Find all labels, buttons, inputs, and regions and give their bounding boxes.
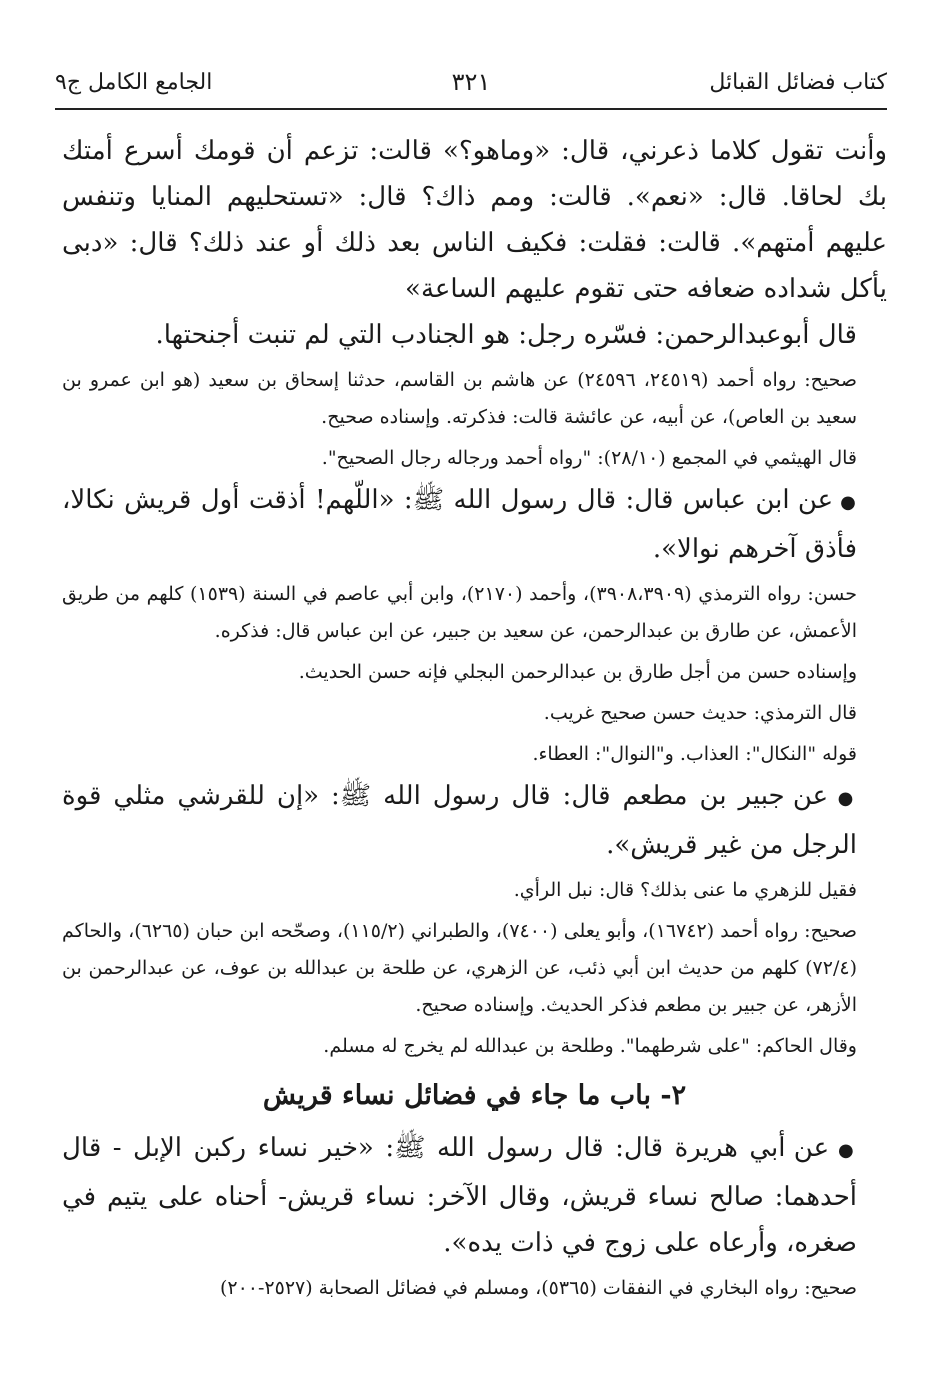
header-book-title: كتاب فضائل القبائل <box>709 69 887 95</box>
header-volume-title: الجامع الكامل ج٩ <box>55 69 213 95</box>
haythami-note: قال الهيثمي في المجمع (٢٨/١٠): "رواه أحمد ورجاله رجال الصحيح". <box>321 447 857 469</box>
grading-note: صحيح: رواه أحمد (٢٤٥١٩، ٢٤٥٩٦) عن هاشم بن القاسم، حدثنا إسحاق بن سعيد (هو ابن عمرو بن سعيد بن العاص)، عن أبيه، عن عائشة قالت: فذكرته. وإسناده صحيح. <box>62 369 857 428</box>
hadith-continuation: وأنت تقول كلاما ذعرني، قال: «وماهو؟» قالت: تزعم أن قومك أسرع أمتك بك لحاقا. قال: «نعم». قالت: ومم ذاك؟ قال: «تستحليهم المنايا وتنفس عليهم أمتهم». قالت: فقلت: فكيف الناس بعد ذلك أو عند ذلك؟ قال: «دبى يأكل شداده ضعافه حتى تقوم عليهم الساعة» <box>62 136 887 304</box>
page-body <box>62 128 887 1307</box>
narrator-comment: قال أبوعبدالرحمن: فسّره رجل: هو الجنادب التي لم تنبت أجنحتها. <box>155 320 857 350</box>
glossary-note: قوله "النكال": العذاب. و"النوال": العطاء. <box>532 743 857 765</box>
chapter-title: ٢- باب ما جاء في فضائل نساء قريش <box>262 1080 687 1111</box>
grading-note: صحيح: رواه البخاري في النفقات (٥٣٦٥)، ومسلم في فضائل الصحابة (٢٥٢٧-٢٠٠) <box>219 1277 857 1299</box>
grading-note: حسن: رواه الترمذي (٣٩٠٨،٣٩٠٩)، وأحمد (٢١٧٠)، وابن أبي عاصم في السنة (١٥٣٩) كلهم من طريق الأعمش، عن طارق بن عبدالرحمن، عن سعيد بن جبير، عن ابن عباس قال: فذكره. <box>62 583 857 642</box>
hadith-ibn-abbas: ● عن ابن عباس قال: قال رسول الله ﷺ: «اللّهم! أذقت أول قريش نكالا، فأذق آخرهم نوالا». <box>62 477 887 572</box>
isnad-note: وإسناده حسن من أجل طارق بن عبدالرحمن البجلي فإنه حسن الحديث. <box>298 661 857 683</box>
header-rule <box>55 108 887 110</box>
hadith-abu-hurayra: ● عن أبي هريرة قال: قال رسول الله ﷺ: «خير نساء ركبن الإبل - قال أحدهما: صالح نساء قريش، وقال الآخر: نساء قريش- أحناه على يتيم في صغره، وأرعاه على زوج في ذات يده». <box>62 1125 887 1266</box>
zuhri-note: فقيل للزهري ما عنى بذلك؟ قال: نبل الرأي. <box>513 879 857 901</box>
running-header <box>55 60 887 104</box>
hakim-note: وقال الحاكم: "على شرطهما". وطلحة بن عبدالله لم يخرج له مسلم. <box>323 1035 857 1057</box>
grading-note: صحيح: رواه أحمد (١٦٧٤٢)، وأبو يعلى (٧٤٠٠)، والطبراني (١١٥/٢)، وصحّحه ابن حبان (٦٢٦٥)، والحاكم (٧٢/٤) كلهم من حديث ابن أبي ذئب، عن الزهري، عن طلحة بن عبدالله بن عوف، عن عبدالرحمن بن الأزهر، عن جبير بن مطعم فذكر الحديث. وإسناده صحيح. <box>62 920 857 1016</box>
page-number: ٣٢١ <box>451 68 491 96</box>
hadith-jubayr: ● عن جبير بن مطعم قال: قال رسول الله ﷺ: «إن للقرشي مثلي قوة الرجل من غير قريش». <box>62 773 887 868</box>
tirmidhi-note: قال الترمذي: حديث حسن صحيح غريب. <box>543 702 857 724</box>
